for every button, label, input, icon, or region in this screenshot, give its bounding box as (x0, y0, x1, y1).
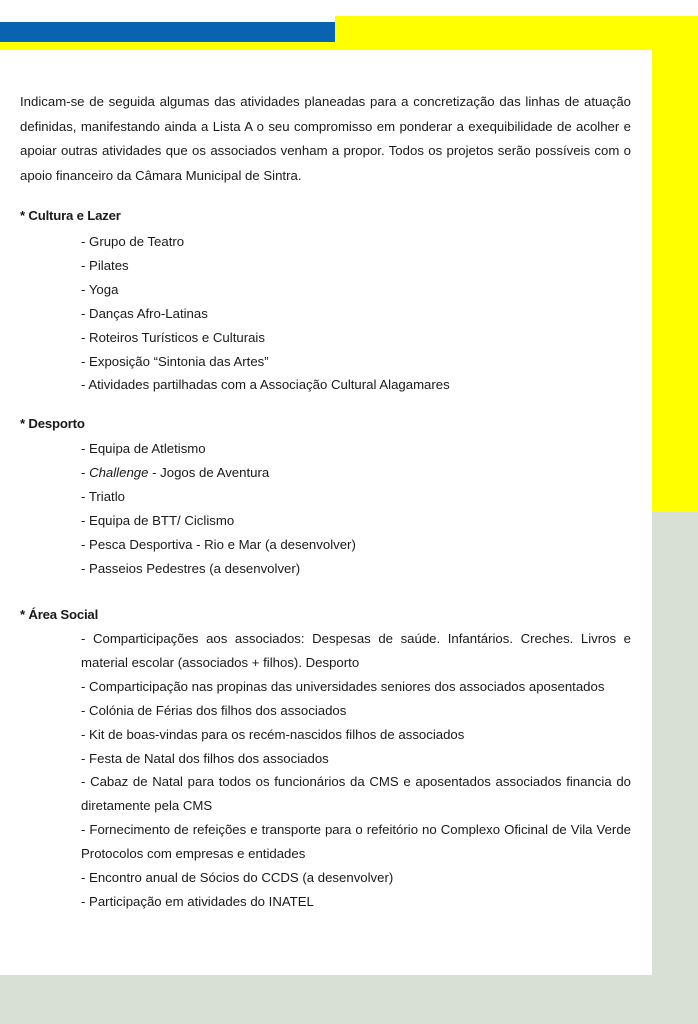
list-item: - Triatlo (81, 488, 125, 504)
decor-grey-bottom-band (0, 975, 698, 1024)
decor-blue-top-band (0, 22, 335, 42)
section-title-social: * Área Social (20, 607, 99, 622)
list-item: - Kit de boas-vindas para os recém-nascidos filhos de associados (81, 726, 465, 742)
list-item: - Cabaz de Natal para todos os funcionários da CMS e aposentados associados financia do diretamente pela CMS (81, 774, 631, 814)
decor-yellow-left-strip (0, 42, 92, 50)
list-item: - Participação em atividades do INATEL (81, 893, 314, 909)
list-item: - Comparticipações aos associados: Despesas de saúde. Infantários. Creches. Livros e material escolar (associados + filhos). Desporto (81, 631, 631, 670)
list-item: - Comparticipação nas propinas das universidades seniores dos associados aposentados (81, 678, 605, 694)
intro-paragraph: Indicam-se de seguida algumas das atividades planeadas para a concretização das linhas de atuação definidas, manifestando ainda a Lista A o seu compromisso em ponderar a exequibilidade de acolher e apoiar outras atividades que os associados venham a propor. Todos os projetos serão possíveis com o apoio financeiro da Câmara Municipal de Sintra. (20, 94, 631, 183)
list-social (81, 627, 631, 914)
list-item: - Fornecimento de refeições e transporte para o refeitório no Complexo Oficinal de Vila Verde Protocolos com empresas e entidades (81, 822, 631, 862)
section-title-desporto: * Desporto (20, 416, 85, 431)
document-page (0, 50, 652, 975)
list-item: - Roteiros Turísticos e Culturais (81, 329, 265, 345)
list-cultura (81, 230, 631, 397)
list-item: - Passeios Pedestres (a desenvolver) (81, 560, 301, 576)
list-item: - Grupo de Teatro (81, 234, 185, 249)
list-item: - Colónia de Férias dos filhos dos associados (81, 702, 347, 718)
list-item: - Equipa de Atletismo (81, 441, 206, 456)
list-item: - Festa de Natal dos filhos dos associados (81, 750, 329, 766)
section-title-cultura: * Cultura e Lazer (20, 208, 121, 223)
list-item: - Pilates (81, 257, 129, 273)
list-item: - Atividades partilhadas com a Associação Cultural Alagamares (81, 377, 450, 393)
list-item: - Danças Afro-Latinas (81, 305, 208, 321)
list-item: - Challenge - Jogos de Aventura (81, 464, 270, 480)
list-item: - Equipa de BTT/ Ciclismo (81, 512, 235, 528)
list-item: - Pesca Desportiva - Rio e Mar (a desenvolver) (81, 536, 356, 552)
decor-yellow-right-band (652, 22, 698, 512)
list-item: - Yoga (81, 281, 119, 297)
emphasis-text: Challenge (89, 464, 149, 480)
list-desporto (81, 437, 631, 580)
list-item: - Exposição “Sintonia das Artes” (81, 353, 269, 369)
list-item: - Encontro anual de Sócios do CCDS (a desenvolver) (81, 870, 394, 886)
